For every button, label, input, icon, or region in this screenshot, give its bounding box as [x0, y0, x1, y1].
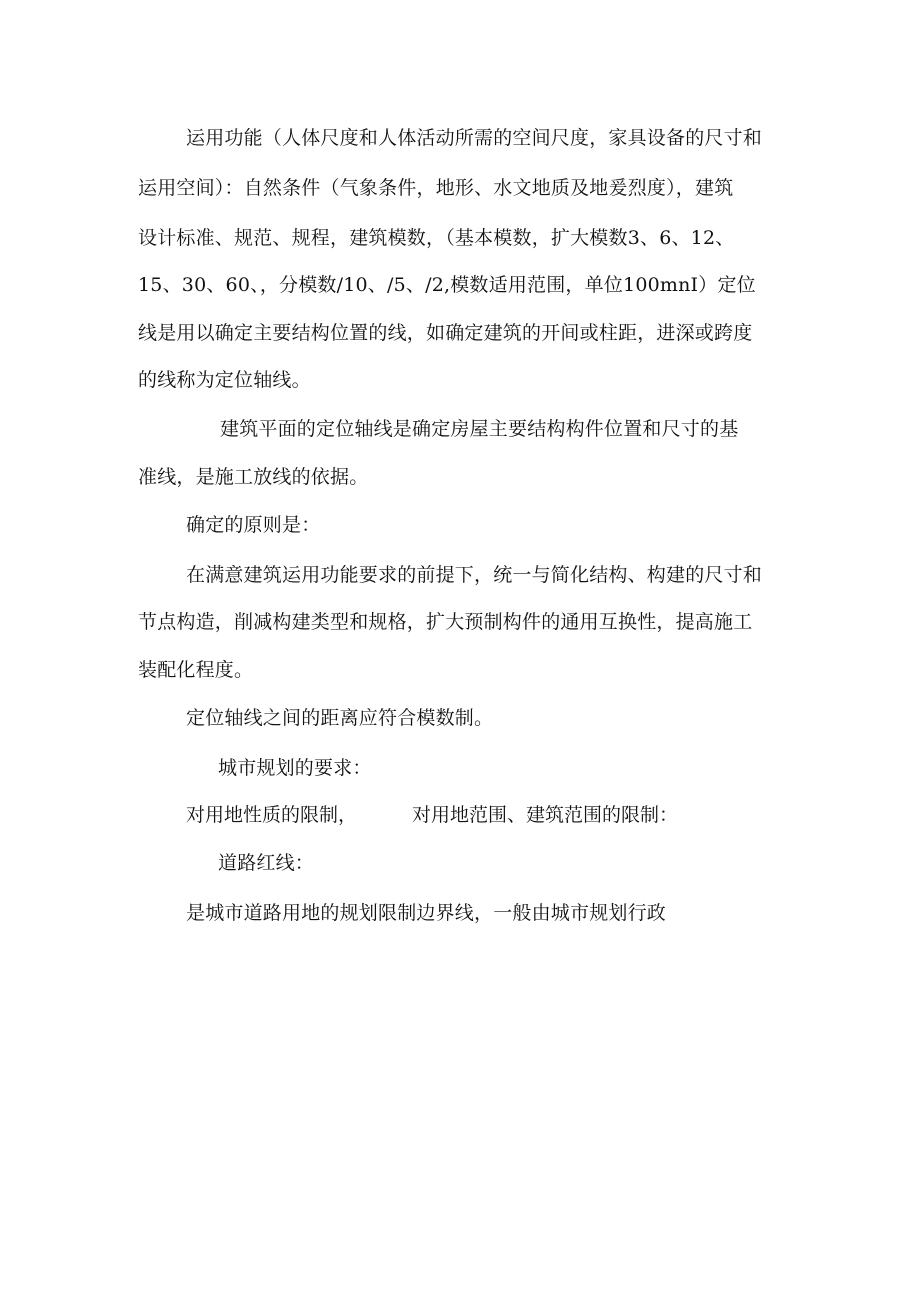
paragraph-4-line-3: 装配化程度。 — [138, 659, 254, 681]
paragraph-9-line-1: 是城市道路用地的规划限制边界线，一般由城市规划行政 — [186, 902, 667, 924]
paragraph-8-line-1: 道路红线： — [218, 852, 315, 874]
paragraph-1-line-4: 15、30、60、，分模数/10、/5、/2,模数适用范围，单位100mnI）定位 — [138, 274, 756, 296]
paragraph-3-line-1: 确定的原则是： — [186, 514, 321, 536]
paragraph-7-right: 对用地范围、建筑范围的限制： — [412, 804, 679, 826]
paragraph-2-line-1: 建筑平面的定位轴线是确定房屋主要结构构件位置和尺寸的基 — [220, 418, 739, 440]
paragraph-1-line-1: 运用功能（人体尺度和人体活动所需的空间尺度，家具设备的尺寸和 — [186, 127, 763, 149]
paragraph-1-line-5: 线是用以确定主要结构位置的线，如确定建筑的开间或柱距，进深或跨度 — [138, 322, 753, 344]
paragraph-4-line-2: 节点构造，削减构建类型和规格，扩大预制构件的通用互换性，提高施工 — [138, 611, 753, 633]
paragraph-5-line-1: 定位轴线之间的距离应符合模数制。 — [186, 707, 494, 729]
paragraph-1-line-6: 的线称为定位轴线。 — [138, 369, 311, 391]
paragraph-1-line-3: 设计标准、规范、规程，建筑模数，（基本模数，扩大模数3、6、12、 — [138, 227, 735, 249]
paragraph-7-left: 对用地性质的限制， — [186, 804, 358, 826]
paragraph-1-line-2: 运用空间）：自然条件（气象条件，地形、水文地质及地爰烈度），建筑 — [138, 177, 734, 199]
paragraph-2-line-2: 准线，是施工放线的依据。 — [138, 466, 369, 488]
paragraph-4-line-1: 在满意建筑运用功能要求的前提下，统一与简化结构、构建的尺寸和 — [186, 564, 763, 586]
paragraph-6-line-1: 城市规划的要求： — [218, 757, 372, 779]
